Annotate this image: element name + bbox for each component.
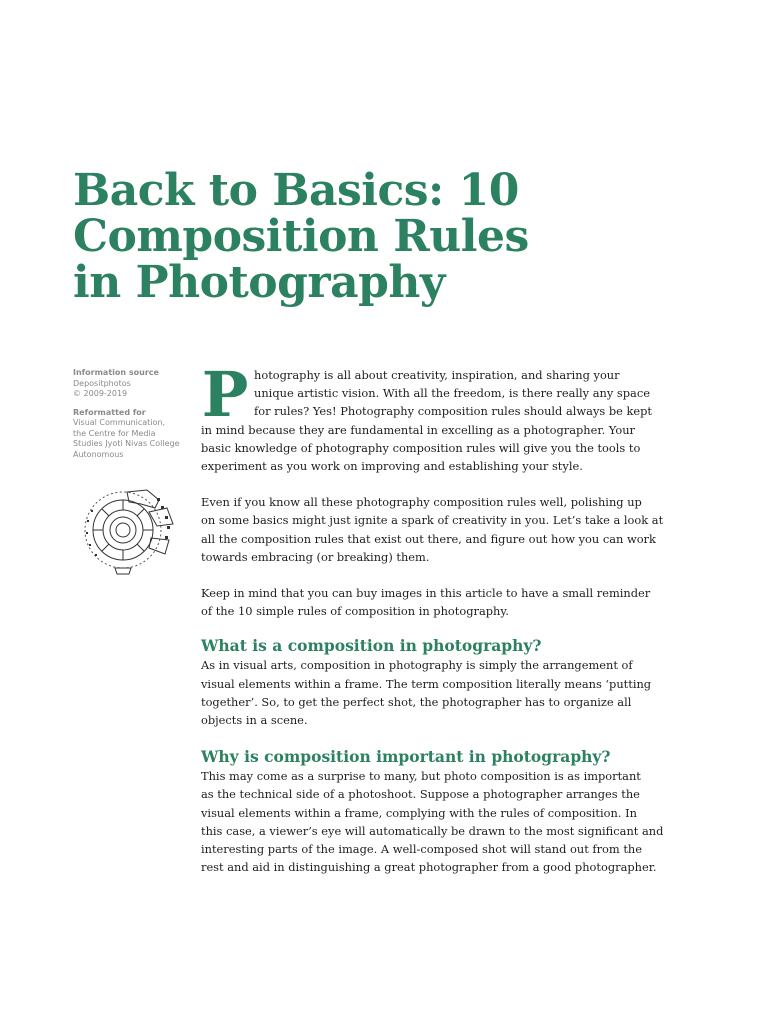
title-line: in Photography [73,257,445,308]
title-line: Composition Rules [73,211,529,262]
text-line: This may come as a surprise to many, but photo composition is as important [201,769,641,784]
text-line: visual elements within a frame, complying with the rules of composition. In [201,805,637,820]
reformatted-label: Reformatted for [73,407,146,417]
text-line: rest and aid in distinguishing a great photographer from a good photographer. [201,860,657,875]
text-line: basic knowledge of photography composition rules will give you the tools to [201,440,641,455]
text-line: As in visual arts, composition in photography is simply the arrangement of [201,658,633,673]
text-line: Keep in mind that you can buy images in this article to have a small reminder [201,586,651,601]
text-line: towards embracing (or breaking) them. [201,549,430,564]
text-line: together’. So, to get the perfect shot, the photographer has to organize all [201,694,632,709]
text-line: unique artistic vision. With all the freedom, is there really any space [254,386,650,401]
text-line: all the composition rules that exist out there, and figure out how you can work [201,531,656,546]
text-line: of the 10 simple rules of composition in photography. [201,604,509,619]
text-line: for rules? Yes! Photography composition rules should always be kept [254,404,653,419]
drop-cap: P [201,358,249,431]
title-line: Back to Basics: 10 [73,165,519,216]
reformatted-line: Visual Communication, [73,418,166,427]
college-seal-icon [77,486,181,578]
text-line: on some basics might just ignite a spark of creativity in you. Let’s take a look at [201,513,664,528]
section-heading: What is a composition in photography? [201,636,542,656]
source-line: © 2009-2019 [73,389,128,398]
reformatted-line: Autonomous [73,449,124,459]
text-line: Even if you know all these photography composition rules well, polishing up [201,495,642,510]
sidebar-credits [73,368,193,468]
text-line: visual elements within a frame. The term composition literally means ‘putting [201,676,652,691]
section-paragraph [201,656,699,729]
paragraph [201,493,699,566]
source-credit [73,368,193,400]
source-label: Information source [73,368,159,377]
text-line: as the technical side of a photoshoot. Suppose a photographer arranges the [201,787,640,802]
text-line: this case, a viewer’s eye will automatically be drawn to the most significant and [201,823,664,838]
section-heading: Why is composition important in photography? [201,747,611,767]
reformatted-line: the Centre for Media [73,428,156,438]
paragraph [201,584,699,620]
text-line: in mind because they are fundamental in excelling as a photographer. Your [201,422,635,437]
source-line: Depositphotos [73,378,131,388]
text-line: interesting parts of the image. A well-composed shot will stand out from the [201,842,642,857]
reformatted-credit [73,408,193,461]
text-line: experiment as you work on improving and establishing your style. [201,459,583,474]
reformatted-line: Studies Jyoti Nivas College [73,439,180,448]
text-line: objects in a scene. [201,713,308,728]
article-title [73,165,713,308]
article-body [201,358,699,876]
intro-paragraph [201,358,699,475]
section-paragraph [201,767,699,876]
text-line: hotography is all about creativity, inspiration, and sharing your [254,368,620,382]
